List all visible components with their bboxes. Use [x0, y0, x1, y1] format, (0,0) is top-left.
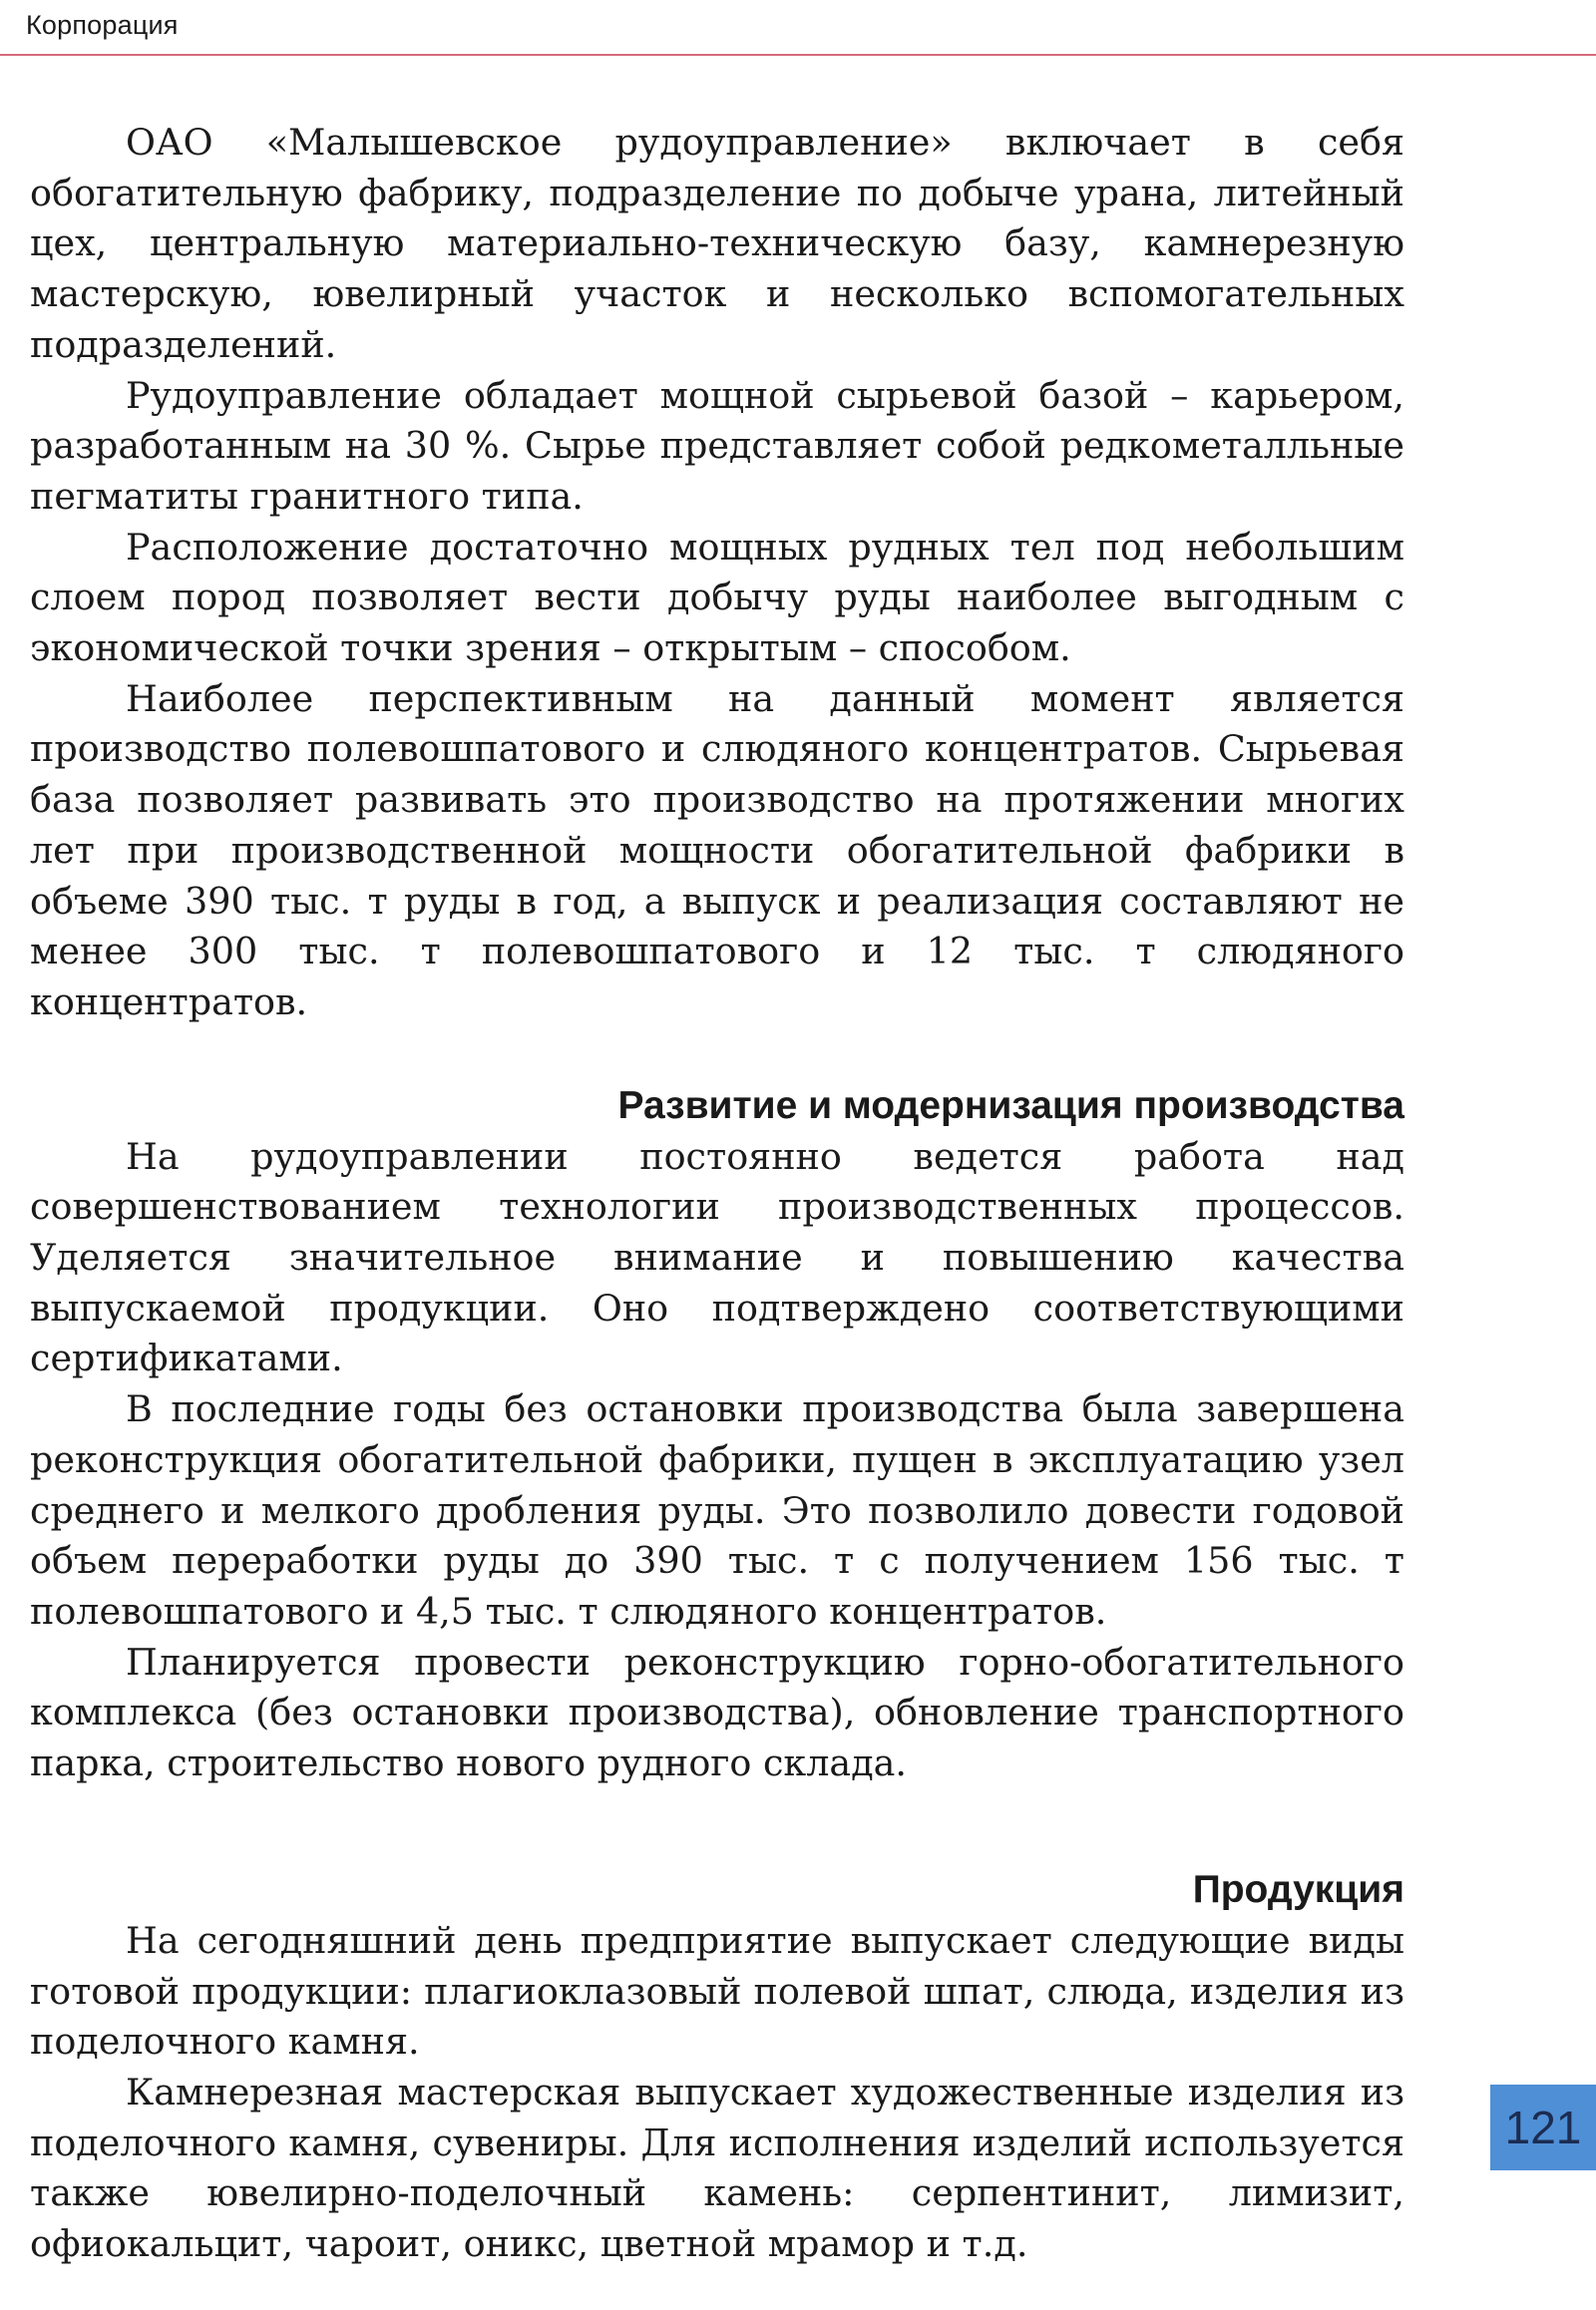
- section-heading-development: Развитие и модернизация производства: [617, 1083, 1404, 1127]
- article-body: [30, 118, 1404, 2270]
- products-paragraph: Камнерезная мастерская выпускает художественные изделия из поделочного камня, сувениры. Для исполнения изделий используется также ювелирно-поделочный камень: серпентинит, лимизит, офиокальцит, чароит, оникс, цветной мрамор и т.д.: [30, 2070, 1404, 2266]
- section-heading-products: Продукция: [1192, 1867, 1404, 1911]
- intro-paragraph: ОАО «Малышевское рудоуправление» включает в себя обогатительную фабрику, подразделение по добыче урана, литейный цех, центральную материально-техническую базу, камнерезную мастерскую, ювелирный участок и несколько вспомогательных подразделений.: [30, 121, 1404, 366]
- development-paragraph: На рудоуправлении постоянно ведется работа над совершенствованием технологии производственных процессов. Уделяется значительное внимание и повышению качества выпускаемой продукции. Оно подтверждено соответствующими сертификатами.: [30, 1134, 1404, 1380]
- intro-paragraph: Расположение достаточно мощных рудных тел под небольшим слоем пород позволяет вести добычу руды наиболее выгодным с экономической точки зрения – открытым – способом.: [30, 525, 1404, 670]
- intro-paragraph: Наиболее перспективным на данный момент является производство полевошпатового и слюдяного концентратов. Сырьевая база позволяет развивать это производство на протяжении многих лет при производственной мощности обогатительной фабрики в объеме 390 тыс. т руды в год, а выпуск и реализация составляют не менее 300 тыс. т полевошпатового и 12 тыс. т слюдяного концентратов.: [30, 676, 1404, 1023]
- development-paragraph: Планируется провести реконструкцию горно-обогатительного комплекса (без остановки производства), обновление транспортного парка, строительство нового рудного склада.: [30, 1640, 1404, 1785]
- development-paragraph: В последние годы без остановки производства была завершена реконструкция обогатительной фабрики, пущен в эксплуатацию узел среднего и мелкого дробления руды. Это позволило довести годовой объем переработки руды до 390 тыс. т с получением 156 тыс. т полевошпатового и 4,5 тыс. т слюдяного концентратов.: [30, 1387, 1404, 1633]
- intro-paragraph: Рудоуправление обладает мощной сырьевой базой – карьером, разработанным на 30 %. Сырье представляет собой редкометалльные пегматиты гранитного типа.: [30, 373, 1404, 518]
- products-paragraph: На сегодняшний день предприятие выпускает следующие виды готовой продукции: плагиоклазовый полевой шпат, слюда, изделия из поделочного камня.: [30, 1918, 1404, 2064]
- running-header: [0, 0, 1596, 56]
- page-number: 121: [1504, 2102, 1582, 2153]
- running-header-title: Корпорация: [26, 10, 179, 40]
- page-number-tab: [1490, 2085, 1596, 2170]
